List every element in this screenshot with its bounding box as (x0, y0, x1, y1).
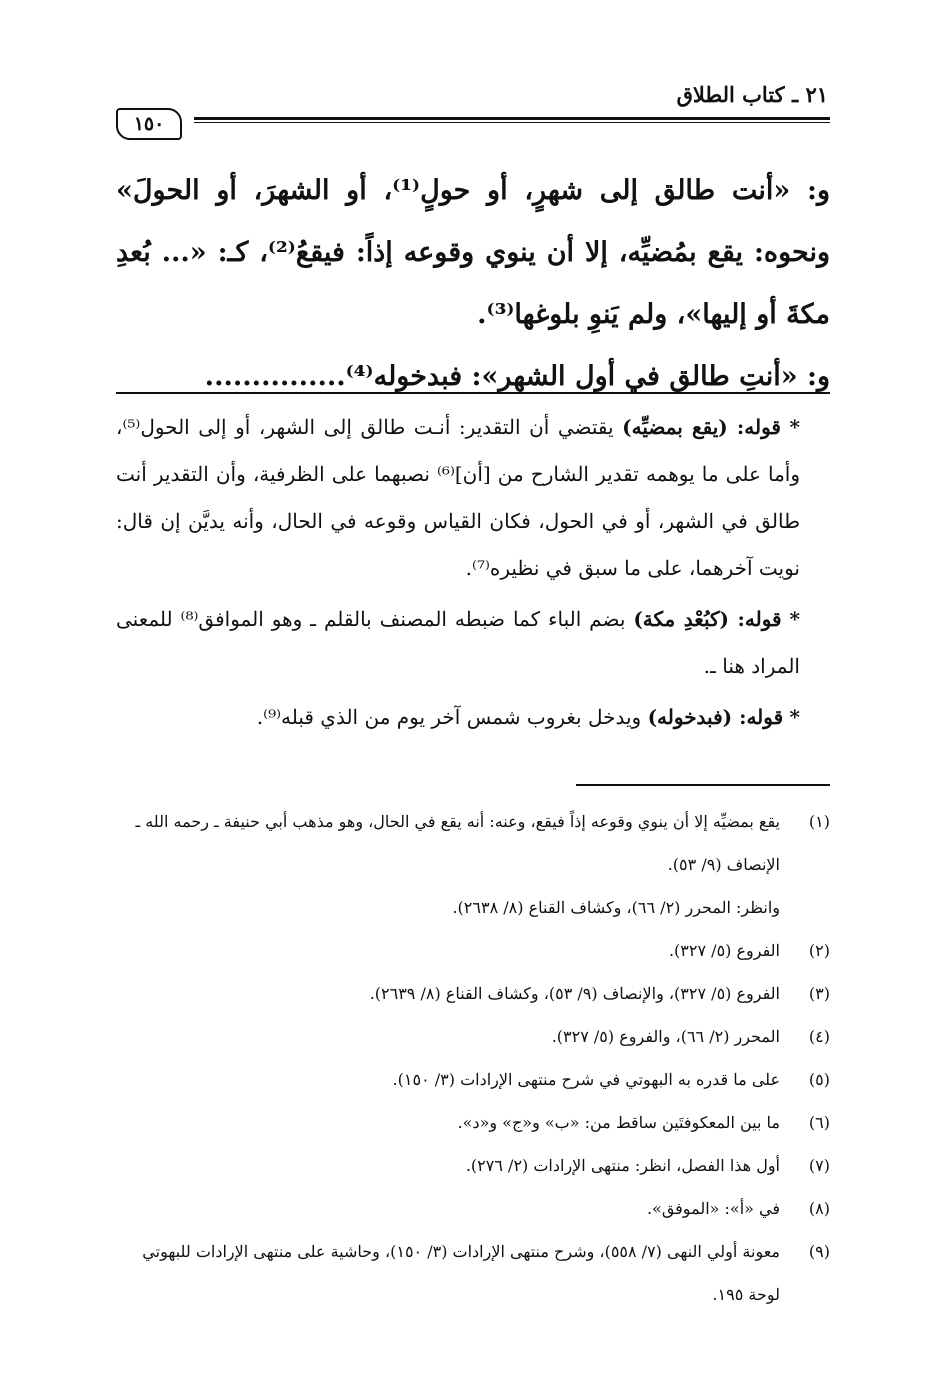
commentary-keyword-3: قوله: (فبدخوله) (647, 705, 784, 729)
footnote-2 (116, 929, 830, 972)
main-paragraph-1: و: «أنت طالق إلى شهرٍ، أو حولٍ⁽¹⁾، أو الشهرَ، أو الحولَ» ونحوه: يقع بمُضيِّه، إلا أن ينوي وقوعه إذاً: فيقعُ⁽²⁾، كـ: «... بُعدِ مكةَ أو إليها»، ولم يَنوِ بلوغها⁽³⁾. (116, 175, 830, 330)
commentary (116, 404, 830, 745)
footnote-text: ما بين المعكوفتَين ساقط من: «ب» و«ج» و«د». (457, 1113, 780, 1132)
commentary-keyword-1: قوله: (يقع بمضيِّه) (622, 415, 781, 439)
main-paragraph-2 (116, 346, 830, 408)
header-rule-thick (194, 117, 830, 120)
star-icon: * (789, 607, 800, 631)
commentary-paragraph-3 (116, 694, 830, 741)
footnote-4 (116, 1015, 830, 1058)
commentary-text-3: ويدخل بغروب شمس آخر يوم من الذي قبله⁽⁹⁾. (256, 705, 648, 729)
footnote-text: أول هذا الفصل، انظر: منتهى الإرادات (٢/ ٢٧٦). (465, 1156, 780, 1175)
main-text (116, 160, 830, 408)
footnote-5 (116, 1058, 830, 1101)
footnote-text: في «أ»: «الموفق». (646, 1199, 780, 1218)
footnote-3 (116, 972, 830, 1015)
footnote-7 (116, 1144, 830, 1187)
footnote-number: (١) (808, 812, 830, 831)
page-header (116, 80, 830, 144)
chapter-title: ٢١ ـ كتاب الطلاق (676, 82, 828, 107)
footnote-8 (116, 1187, 830, 1230)
footnote-9 (116, 1230, 830, 1316)
commentary-paragraph-1 (116, 404, 830, 592)
footnote-number: (٨) (808, 1199, 830, 1218)
footnote-1-extra: وانظر: المحرر (٢/ ٦٦)، وكشاف القناع (٨/ ٢٦٣٨). (452, 898, 780, 917)
footnote-number: (٣) (808, 984, 830, 1003)
footnote-rule (576, 784, 830, 786)
main-paragraph-2-text: و: «أنتِ طالق في أول الشهر»: فبدخوله⁽⁴⁾ (345, 361, 830, 392)
footnote-text: الفروع (٥/ ٣٢٧). (668, 941, 780, 960)
main-dots: ............... (204, 361, 346, 392)
commentary-keyword-2: قوله: (كبُعْدِ مكة) (633, 607, 782, 631)
footnote-text: معونة أولي النهى (٧/ ٥٥٨)، وشرح منتهى الإرادات (٣/ ١٥٠)، وحاشية على منتهى الإرادات للبهوتي لوحة ١٩٥. (142, 1242, 780, 1304)
footnote-text: المحرر (٢/ ٦٦)، والفروع (٥/ ٣٢٧). (551, 1027, 780, 1046)
footnote-number: (٢) (808, 941, 830, 960)
star-icon: * (789, 705, 800, 729)
section-divider (116, 392, 830, 394)
footnote-6 (116, 1101, 830, 1144)
footnote-number: (٥) (808, 1070, 830, 1089)
footnote-number: (٧) (808, 1156, 830, 1175)
header-rule-thin (194, 122, 830, 123)
commentary-text-2: بضم الباء كما ضبطه المصنف بالقلم ـ وهو الموافق⁽⁸⁾ للمعنى المراد هنا ـ. (116, 607, 800, 678)
commentary-text-1: يقتضي أن التقدير: أنـت طالق إلى الشهر، أو إلى الحول⁽⁵⁾، وأما على ما يوهمه تقدير الشارح من [أن]⁽⁶⁾ نصبهما على الظرفية، وأن التقدير أنت طالق في الشهر، أو في الحول، فكان القياس وقوعه في الحال، وأنه يديَّن إن قال: نويت آخرهما، على ما سبق في نظيره⁽⁷⁾. (116, 415, 800, 580)
footnote-text: يقع بمضيِّه إلا أن ينوي وقوعه إذاً فيقع، وعنه: أنه يقع في الحال، وهو مذهب أبي حنيفة ـ رحمه الله ـ الإنصاف (٩/ ٥٣). (135, 812, 780, 874)
footnotes (116, 800, 830, 1316)
footnote-number: (٩) (808, 1242, 830, 1261)
star-icon: * (789, 415, 800, 439)
footnote-1 (116, 800, 830, 886)
commentary-paragraph-2 (116, 596, 830, 690)
footnote-number: (٤) (808, 1027, 830, 1046)
page-number: ١٥٠ (116, 108, 182, 140)
footnote-text: الفروع (٥/ ٣٢٧)، والإنصاف (٩/ ٥٣)، وكشاف القناع (٨/ ٢٦٣٩). (369, 984, 780, 1003)
footnote-text: على ما قدره به البهوتي في شرح منتهى الإرادات (٣/ ١٥٠). (392, 1070, 780, 1089)
footnote-number: (٦) (808, 1113, 830, 1132)
